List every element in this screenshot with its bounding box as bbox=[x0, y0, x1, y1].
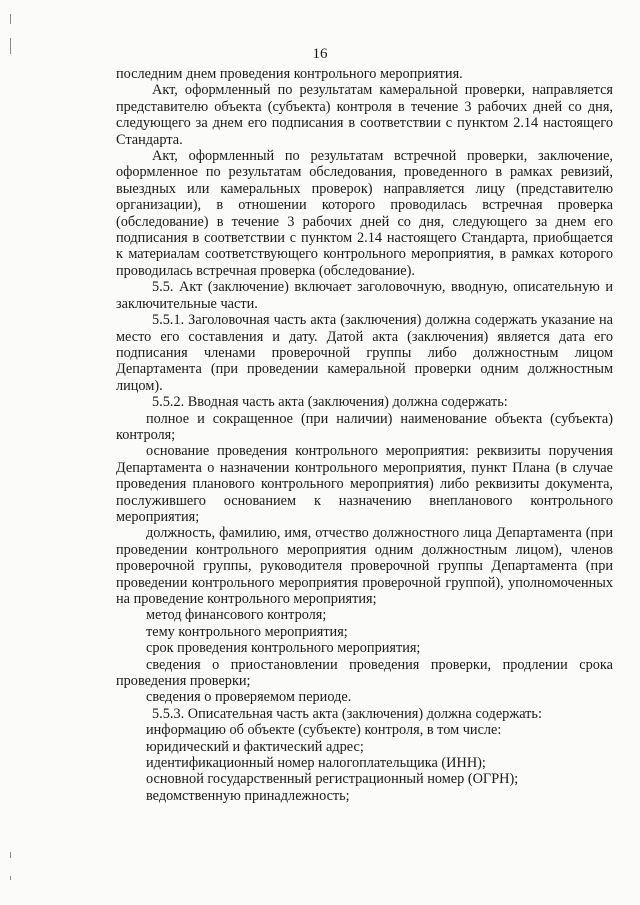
clause-5-5-2: 5.5.2. Вводная часть акта (заключения) должна содержать: bbox=[152, 394, 508, 411]
margin-scan-mark bbox=[10, 14, 11, 24]
list-item-object-info: информацию об объекте (субъекте) контроля, в том числе: bbox=[146, 722, 502, 739]
margin-scan-mark bbox=[10, 852, 11, 858]
clause-5-5-1: 5.5.1. Заголовочная часть акта (заключения) должна содержать указание на место его составления и дату. Датой акта (заключения) является дата его подписания членами проверочной группы либо должностным лицом Департамента (при проведении камеральной проверки одним должностным лицом). bbox=[116, 312, 613, 394]
list-item-control-method: метод финансового контроля; bbox=[146, 607, 327, 624]
list-item-term: срок проведения контрольного мероприятия; bbox=[146, 640, 421, 657]
clause-5-5-3: 5.5.3. Описательная часть акта (заключения) должна содержать: bbox=[152, 705, 542, 722]
list-item-affiliation: ведомственную принадлежность; bbox=[146, 787, 350, 804]
margin-scan-mark bbox=[10, 876, 11, 880]
list-item-basis: основание проведения контрольного мероприятия: реквизиты поручения Департамента о назначении контрольного мероприятия, пункт Плана (в случае проведения планового контрольного мероприятия) либо реквизиты документа, послужившего основанием к назначению внепланового контрольного мероприятия; bbox=[116, 443, 613, 525]
list-item-object-name: полное и сокращенное (при наличии) наименование объекта (субъекта) контроля; bbox=[116, 410, 613, 443]
clause-5-5: 5.5. Акт (заключение) включает заголовочную, вводную, описательную и заключительные части. bbox=[116, 279, 613, 312]
list-item-topic: тему контрольного мероприятия; bbox=[146, 623, 348, 640]
list-item-officials: должность, фамилию, имя, отчество должностного лица Департамента (при проведении контрольного мероприятия одним должностным лицом), членов проверочной группы, руководителя проверочной группы Департамента (при проведении контрольного мероприятия проверочной группой), уполномоченных на проведение контрольного мероприятия; bbox=[116, 525, 613, 607]
paragraph-cameral-act: Акт, оформленный по результатам камеральной проверки, направляется представителю объекта (субъекта) контроля в течение 3 рабочих дней со дня, следующего за днем его подписания в соответствии с пунктом 2.14 настоящего Стандарта. bbox=[116, 82, 613, 148]
list-item-address: юридический и фактический адрес; bbox=[146, 738, 364, 755]
page-number: 16 bbox=[312, 46, 328, 62]
list-item-period: сведения о проверяемом периоде. bbox=[146, 689, 352, 706]
list-item-ogrn: основной государственный регистрационный номер (ОГРН); bbox=[146, 771, 519, 788]
paragraph-continuation: последним днем проведения контрольного мероприятия. bbox=[116, 66, 463, 82]
paragraph-counter-check-act: Акт, оформленный по результатам встречной проверки, заключение, оформленное по результатам обследования, проведенного в рамках ревизий, выездных или камеральных проверок) направляется лицу (представителю организации), в отношении которого проводилась встречная проверка (обследование) в течение 3 рабочих дней со дня, следующего за днем его подписания в соответствии с пунктом 2.14 настоящего Стандарта, приобщается к материалам соответствующего контрольного мероприятия, в рамках которого проводилась встречная проверка (обследование). bbox=[116, 148, 613, 279]
list-item-inn: идентификационный номер налогоплательщика (ИНН); bbox=[146, 755, 486, 772]
document-body bbox=[116, 66, 613, 804]
list-item-suspension: сведения о приостановлении проведения проверки, продлении срока проведения проверки; bbox=[116, 656, 613, 690]
